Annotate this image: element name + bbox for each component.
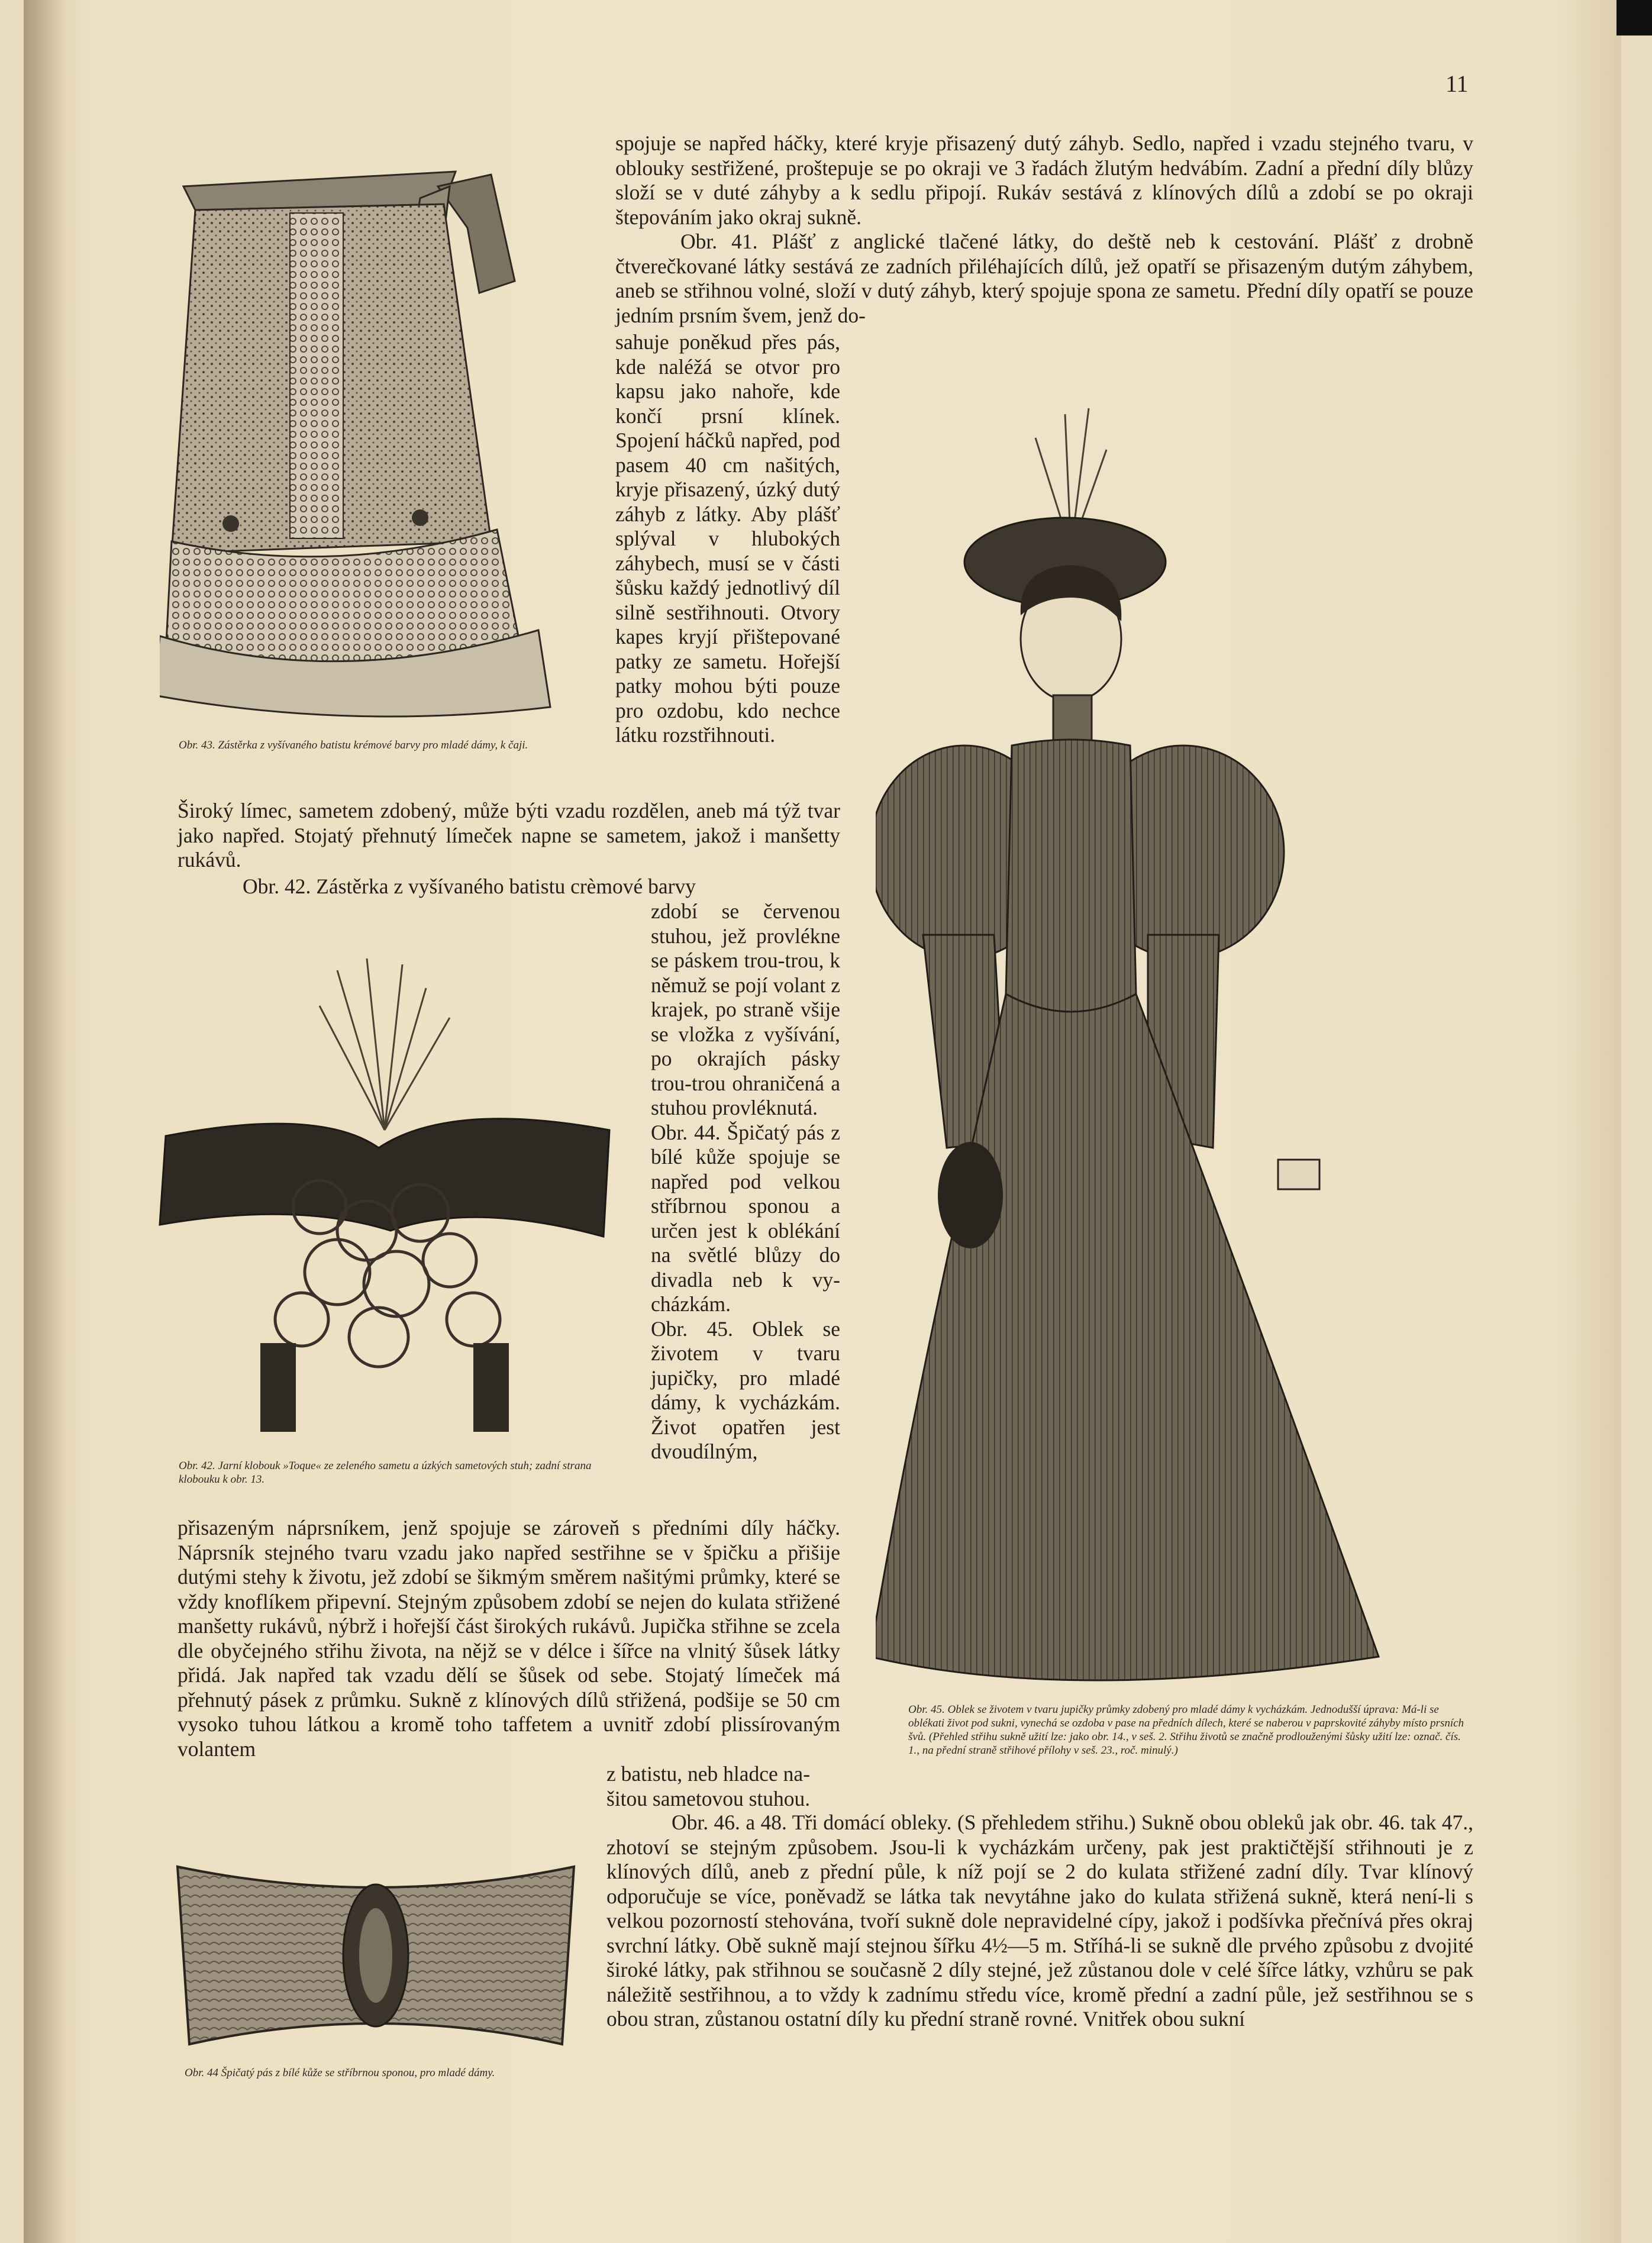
- apron-drawing: [160, 163, 574, 719]
- dress-illustration: [876, 402, 1467, 1692]
- hat-illustration: [142, 953, 621, 1450]
- paragraph-top: spojuje se napřed háčky, které kryje přisazený dutý záhyb. Sedlo, napřed i vzadu stejného tvaru, v oblouky sestřižené, proštepuje se po okraji ve 3 řadách žlutým hedvábím. Zadní a přední díly blůzy složí se v duté záhyby a k sedlu připojí. Rukáv sestává z klínových dílů a zdobí se po okraji štepováním jako okraj sukně.: [615, 131, 1473, 229]
- text-top: [615, 131, 1473, 328]
- caption-obr45-dress: Obr. 45. Oblek se životem v tvaru jupičky průmky zdobený pro mladé dámy k vycházkám. Jednodušší úprava: Má-li se oblékati život pod sukni, vynechá se ozdoba v pase na předních dílech, které se naberou v paprskovité záhyby místo prsních švů. (Přehled střihu sukně užití lze: jako obr. 14., v seš. 2. Střihu životů se značně prodlouženými šůsky užití lze: označ. čís. 1., na přední straně střihové přílohy v seš. 23., roč. minulý.): [908, 1703, 1464, 1757]
- paragraph-obr44: Obr. 44. Špičatý pás z bílé kůže spojuje se napřed pod velkou stříbrnou sponou a určen jest k oblékání na světlé blůzy do divadla neb k vycházkám.: [651, 1120, 840, 1316]
- caption-obr42-hat: Obr. 42. Jarní klobouk »Toque« ze zeleného sametu a úzkých sametových stuh; zadní strana klobouku k obr. 13.: [179, 1460, 592, 1486]
- paragraph-obr42-intro: Obr. 42. Zástěrka z vyšívaného batistu crèmové barvy: [243, 874, 696, 898]
- paragraph-obr41: Obr. 41. Plášť z anglické tlačené látky, do deště neb k cestování. Plášť z drobně čtverečkované látky sestává ze zadních přiléhajících dílů, jež opatří se přisazeným dutým záhybem, aneb se střihnou volné, složí v dutý záhyb, který spojuje spona ze sametu. Přední díly opatří se pouze jedním prsním švem, jenž do-: [615, 230, 1473, 327]
- belt-drawing: [172, 1855, 580, 2056]
- paragraph-obr42: zdobí se červenou stuhou, jež provlékne se páskem trou-trou, k němuž se pojí volant z krajek, po straně všije se vložka z vyšívání, po okrajích pásky trou-trou ohraničená a stuhou provléknutá.: [651, 899, 840, 1119]
- scan-corner: [1616, 0, 1652, 35]
- hat-drawing: [142, 953, 621, 1450]
- text-bottom: [606, 1810, 1473, 2032]
- belt-illustration: [172, 1855, 580, 2056]
- paragraph-body: přisazeným náprsníkem, jenž spojuje se zároveň s předními díly háčky. Náprsník stejného tvaru vzadu jako napřed sestřihne se v špičku a přišije dutými stehy k životu, jež zdobí se šikmým směrem našitými průmky, které se vždy knoflíkem připevní. Stejným způsobem zdobí se nejen do kulata střižené manšetty rukávů, nýbrž i hořejší část širokých rukávů. Jupička střihne se zcela dle obyčejného střihu života, na nějž se v délce i šířce na vlnitý šůsek látky přidá. Jak napřed tak vzadu dělí se šůsek od sebe. Stojatý límeček má přehnutý pásek z průmku. Sukně z klínových dílů střižená, podšije se 50 cm vysoko tuhou látkou a kromě toho taffetem a uvnitř zdobí plissírovaným volantem: [178, 1516, 840, 1761]
- dress-drawing: [876, 402, 1467, 1692]
- caption-obr43: Obr. 43. Zástěrka z vyšívaného batistu krémové barvy pro mladé dámy, k čaji.: [179, 739, 528, 751]
- binding-shadow: [24, 0, 65, 2243]
- text-column-1: [615, 330, 840, 748]
- paragraph-cloak: sahuje poněkud přes pás, kde naléžá se otvor pro kapsu jako nahoře, kde končí prsní klínek. Spojení háčků napřed, pod pasem 40 cm našitých, kryje přisazený, úzký dutý záhyb z látky. Aby plášť splýval v hlubokých záhybech, musí se v části šůsku každý jednotlivý díl silně sestřihnouti. Otvory kapes kryjí přištepované patky ze sametu. Hořejší patky mohou býti pouze pro ozdobu, kdo nechce látku rozstřihnouti.: [615, 330, 840, 747]
- paragraph-obr46: Obr. 46. a 48. Tři domácí obleky. (S přehledem střihu.) Sukně obou obleků jak obr. 46. tak 47., zhotoví se stejným způsobem. Jsou-li k vycházkám určeny, pak jest praktičtější střihnouti je z klínových dílů, aneb z přední půle, k níž pojí se 2 do kulata střižené zadní díly. Tvar klínový odporučuje se více, poněvadž se látka tak nevytáhne jako do kulata střižená sukně, která není-li s velkou pozorností stehována, tvoří sukně dole nepravidelné cípy, jakož i podšívka přečnívá přes okraj svrchní látky. Obě sukně mají stejnou šířku 4½—5 m. Stříhá-li se sukně dle prvého způsobu z dvojité široké látky, pak střihnou se současně 2 díly stejné, jež zůstanou dole v celé šířce látky, vzhůru se pak náležitě sestřihnou, a to vždy k zadnímu středu více, kromě přední a zadní půle, jež sestřihnou se s obou stran, zůstanou ostatní díly ku přední straně rovné. Vnitřek obou sukní: [606, 1810, 1473, 2031]
- page-number: 11: [1446, 70, 1469, 97]
- text-body-tail: [606, 1762, 840, 1811]
- text-obr42-intro: [243, 874, 840, 899]
- paragraph-collar: Široký límec, sametem zdobený, může býti vzadu rozdělen, aneb má týž tvar jako napřed. Stojatý přehnutý límeček napne se sametem, jakož i manšetty rukávů.: [178, 799, 840, 872]
- text-body: [178, 1516, 840, 1761]
- paragraph-body-tail: z batistu, neb hladce našitou sametovou stuhou.: [606, 1762, 811, 1810]
- paragraph-obr45: Obr. 45. Oblek se životem v tvaru jupičky, pro mladé dámy, k vycházkám. Život opatřen jest dvoudílným,: [651, 1316, 840, 1463]
- caption-obr44-belt: Obr. 44 Špičatý pás z bílé kůže se stříbrnou sponou, pro mladé dámy.: [185, 2067, 495, 2079]
- text-column-2: [651, 899, 840, 1464]
- text-collar: [178, 799, 840, 873]
- apron-illustration: [160, 163, 574, 719]
